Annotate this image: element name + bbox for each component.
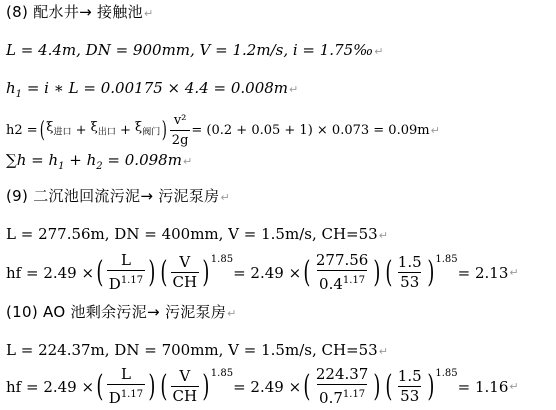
- length-over-diameter-values: [314, 252, 371, 293]
- h1-symbol: h: [6, 79, 16, 97]
- heading-text: (9) 二沉池回流污泥→ 污泥泵房: [6, 187, 220, 205]
- exponent: 1.85: [435, 368, 458, 379]
- hf-label: hf = 2.49 ×: [6, 377, 95, 396]
- fraction-denominator: CH: [172, 387, 198, 405]
- left-paren: (: [96, 368, 104, 404]
- fraction-denominator: $0.4^{1.17}$: [317, 270, 367, 293]
- left-paren: (: [160, 368, 168, 404]
- params-text: L = 224.37m, DN = 700mm, V = 1.5m/s, CH=53: [6, 341, 378, 359]
- right-paren: ): [148, 254, 156, 290]
- sum-lhs: ∑h = h: [6, 151, 59, 169]
- right-paren: ): [373, 368, 381, 404]
- fraction-denominator: CH: [172, 273, 198, 291]
- right-paren: ): [148, 368, 156, 404]
- section-9-parameters: [6, 224, 388, 246]
- h1-expression: = i ∗ L = 0.00175 × 4.4 = 0.008m: [22, 79, 289, 97]
- paragraph-mark-icon: ↵: [220, 191, 230, 204]
- left-paren: (: [303, 368, 311, 404]
- section-8-h1-formula: [6, 78, 298, 105]
- l-over-d-fraction: [107, 366, 145, 407]
- exponent: 1.85: [210, 254, 234, 265]
- right-paren: ): [427, 254, 435, 290]
- hf-result: = 2.13: [457, 263, 509, 282]
- xi-inlet: $\xi_{进口}$: [46, 120, 72, 138]
- right-paren: ): [373, 254, 381, 290]
- fraction-numerator: v²: [173, 113, 187, 128]
- paragraph-mark-icon: ↵: [182, 155, 193, 168]
- exponent: 1.85: [210, 368, 234, 379]
- paragraph-mark-icon: ↵: [378, 345, 388, 358]
- right-paren: ): [427, 368, 435, 404]
- fraction-denominator: $D^{1.17}$: [107, 384, 145, 407]
- h2-label: h2 =: [6, 122, 38, 138]
- hf-result: = 1.16: [457, 377, 509, 396]
- section-8-sum-formula: [6, 150, 192, 177]
- fraction-denominator: $0.7^{1.17}$: [317, 384, 367, 407]
- exponent: 1.85: [435, 254, 458, 265]
- right-paren: ): [202, 254, 210, 290]
- velocity-head-fraction: [170, 112, 191, 149]
- left-paren: (: [96, 254, 104, 290]
- fraction-numerator: V: [179, 253, 191, 271]
- plus-sign: +: [119, 122, 131, 138]
- fraction-denominator: $D^{1.17}$: [107, 270, 145, 293]
- paragraph-mark-icon: ↵: [289, 83, 299, 96]
- fraction-numerator: L: [120, 365, 131, 383]
- right-paren: ): [202, 368, 210, 404]
- params-text: L = 277.56m, DN = 400mm, V = 1.5m/s, CH=53: [6, 225, 378, 243]
- l-over-d-fraction: [107, 252, 145, 293]
- left-paren: (: [385, 368, 393, 404]
- paragraph-mark-icon: ↵: [227, 307, 237, 320]
- section-8-parameters: [6, 40, 384, 62]
- sum-subscript-2: 2: [96, 161, 103, 172]
- sum-subscript-1: 1: [58, 161, 65, 172]
- paragraph-mark-icon: ↵: [378, 229, 388, 242]
- left-paren: (: [160, 254, 168, 290]
- section-8-heading: [6, 2, 153, 24]
- equals-label: = 2.49 ×: [233, 377, 302, 396]
- paragraph-mark-icon: ↵: [430, 123, 440, 137]
- left-paren: (: [39, 117, 45, 143]
- left-paren: (: [303, 254, 311, 290]
- velocity-over-ch-values: [396, 254, 424, 291]
- fraction-numerator: 1.5: [397, 367, 422, 385]
- hf-formula-row: [6, 252, 519, 293]
- right-paren: ): [161, 117, 168, 143]
- fraction-numerator: L: [120, 251, 131, 269]
- params-text: L = 4.4m, DN = 900mm, V = 1.2m/s, i = 1.75‰: [6, 41, 374, 59]
- hf-label: hf = 2.49 ×: [6, 263, 95, 282]
- fraction-numerator: 224.37: [315, 365, 369, 383]
- section-8-h2-formula: [6, 112, 440, 149]
- fraction-denominator: 2g: [170, 130, 191, 149]
- sum-middle: + h: [64, 151, 97, 169]
- paragraph-mark-icon: ↵: [143, 7, 154, 20]
- paragraph-mark-icon: ↵: [509, 265, 519, 279]
- equals-label: = 2.49 ×: [233, 263, 302, 282]
- xi-outlet: $\xi_{出口}$: [90, 120, 116, 138]
- section-9-heading: [6, 186, 230, 208]
- heading-text: (10) AO 池剩余污泥→ 污泥泵房: [6, 303, 227, 321]
- section-10-hf-formula: [6, 366, 519, 407]
- v-over-ch-fraction: [171, 368, 200, 405]
- velocity-over-ch-values: [396, 368, 424, 405]
- v-over-ch-fraction: [171, 254, 200, 291]
- paragraph-mark-icon: ↵: [509, 379, 519, 393]
- fraction-denominator: 53: [400, 387, 420, 405]
- h2-result: = (0.2 + 0.05 + 1) × 0.073 = 0.09m: [191, 122, 430, 138]
- fraction-denominator: 53: [400, 273, 420, 291]
- paragraph-mark-icon: ↵: [374, 45, 384, 58]
- h2-formula-row: [6, 112, 440, 149]
- section-10-heading: [6, 302, 237, 324]
- plus-sign: +: [75, 122, 87, 138]
- xi-valve: $\xi_{阀门}$: [135, 120, 161, 138]
- hf-formula-row: [6, 366, 519, 407]
- section-9-hf-formula: [6, 252, 519, 293]
- sum-result: = 0.098m: [102, 151, 182, 169]
- h1-subscript: 1: [15, 89, 23, 100]
- section-10-parameters: [6, 340, 388, 362]
- fraction-numerator: 277.56: [315, 251, 369, 269]
- left-paren: (: [385, 254, 393, 290]
- fraction-numerator: V: [179, 367, 191, 385]
- heading-text: (8) 配水井→ 接触池: [6, 3, 143, 21]
- fraction-numerator: 1.5: [397, 253, 422, 271]
- length-over-diameter-values: [314, 366, 371, 407]
